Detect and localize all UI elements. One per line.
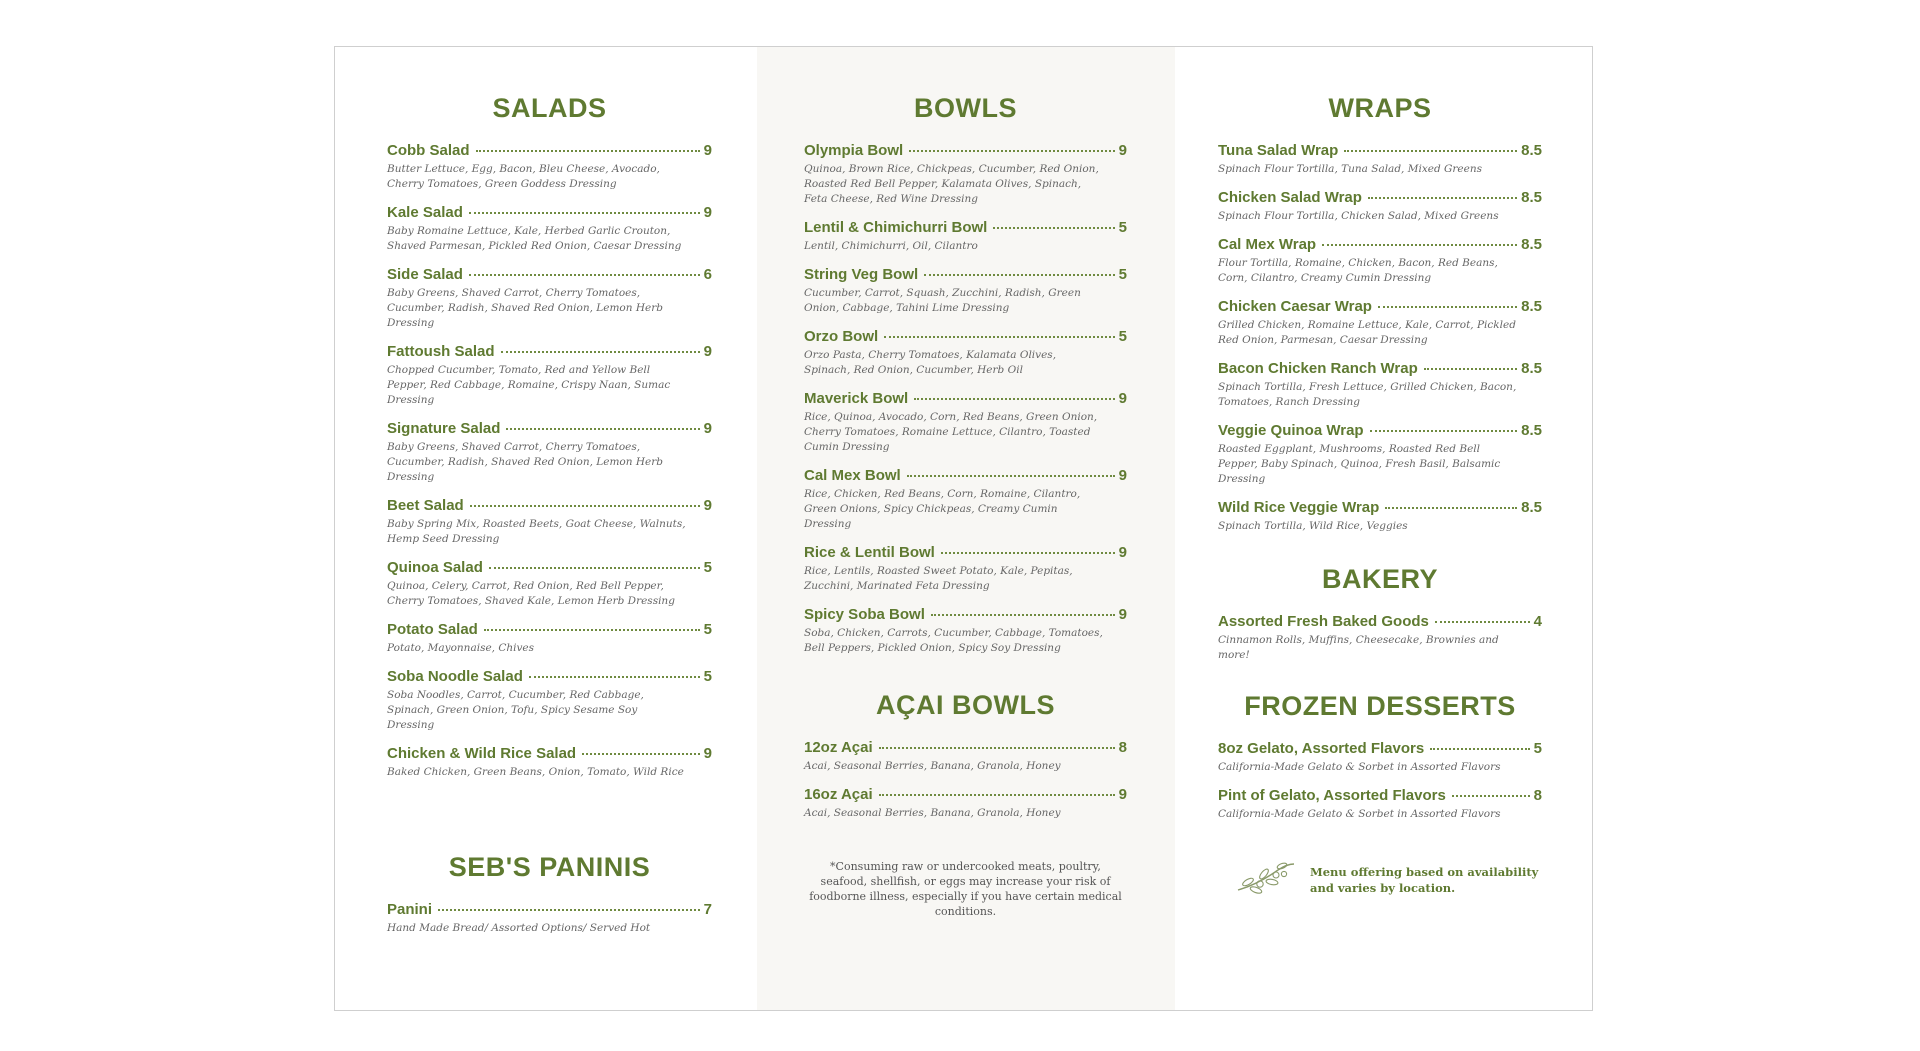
menu-item-name: Wild Rice Veggie Wrap bbox=[1218, 499, 1380, 516]
section-items-bowls bbox=[804, 142, 1127, 656]
menu-item-line bbox=[804, 328, 1127, 345]
dot-leader bbox=[438, 909, 700, 911]
menu-item-name: Panini bbox=[387, 901, 433, 918]
menu-item-price: 9 bbox=[703, 204, 712, 221]
menu-item-name: Signature Salad bbox=[387, 420, 501, 437]
menu-item bbox=[1218, 787, 1542, 822]
dot-leader bbox=[506, 428, 699, 430]
menu-item-name: Side Salad bbox=[387, 266, 463, 283]
menu-item bbox=[1218, 422, 1542, 487]
menu-item-price: 7 bbox=[703, 901, 712, 918]
menu-item-line bbox=[1218, 499, 1542, 516]
menu-item-price: 5 bbox=[1118, 266, 1127, 283]
section-heading-wraps: WRAPS bbox=[1328, 93, 1432, 123]
food-safety-notice: *Consuming raw or undercooked meats, poultry, seafood, shellfish, or eggs may increase your risk of foodborne illness, especially if you have certain medical conditions. bbox=[809, 860, 1122, 918]
menu-item bbox=[1218, 499, 1542, 534]
menu-item-price: 9 bbox=[1118, 606, 1127, 623]
menu-item bbox=[804, 142, 1127, 207]
dot-leader bbox=[501, 351, 700, 353]
menu-item-description: Hand Made Bread/ Assorted Options/ Served Hot bbox=[387, 922, 651, 934]
menu-item-description: Soba Noodles, Carrot, Cucumber, Red Cabbage, Spinach, Green Onion, Tofu, Spicy Sesame Soy Dressing bbox=[387, 689, 644, 731]
menu-item-name: Lentil & Chimichurri Bowl bbox=[804, 219, 988, 236]
menu-item-line bbox=[804, 786, 1127, 803]
menu-item-line bbox=[1218, 298, 1542, 315]
menu-item-line bbox=[1218, 422, 1542, 439]
menu-item-line bbox=[387, 621, 712, 638]
menu-item-line bbox=[1218, 189, 1542, 206]
section-items-bakery bbox=[1218, 613, 1542, 663]
dot-leader bbox=[907, 475, 1115, 477]
menu-item-price: 9 bbox=[1118, 786, 1127, 803]
section-heading-acai: AÇAI BOWLS bbox=[876, 690, 1055, 720]
menu-item-price: 8.5 bbox=[1521, 360, 1542, 377]
menu-item-name: Soba Noodle Salad bbox=[387, 668, 523, 685]
menu-item bbox=[804, 606, 1127, 656]
menu-item-name: Kale Salad bbox=[387, 204, 463, 221]
menu-item-price: 5 bbox=[703, 621, 712, 638]
menu-item-price: 8.5 bbox=[1521, 499, 1542, 516]
dot-leader bbox=[993, 227, 1114, 229]
menu-item bbox=[387, 266, 712, 331]
menu-item-line bbox=[804, 467, 1127, 484]
menu-item-name: Fattoush Salad bbox=[387, 343, 495, 360]
dot-leader bbox=[469, 212, 700, 214]
menu-item-price: 9 bbox=[703, 497, 712, 514]
dot-leader bbox=[1368, 197, 1517, 199]
dot-leader bbox=[924, 274, 1114, 276]
menu-item bbox=[1218, 740, 1542, 775]
menu-item-description: Cucumber, Carrot, Squash, Zucchini, Radish, Green Onion, Cabbage, Tahini Lime Dressing bbox=[804, 287, 1081, 314]
section-items-wraps bbox=[1218, 142, 1542, 534]
menu-item bbox=[804, 467, 1127, 532]
dot-leader bbox=[879, 794, 1115, 796]
menu-item-price: 9 bbox=[703, 745, 712, 762]
menu-item-line bbox=[387, 497, 712, 514]
dot-leader bbox=[884, 336, 1114, 338]
dot-leader bbox=[914, 398, 1114, 400]
section-items-paninis bbox=[387, 901, 712, 936]
menu-item-description: Roasted Eggplant, Mushrooms, Roasted Red Bell Pepper, Baby Spinach, Quinoa, Fresh Basil, Balsamic Dressing bbox=[1218, 443, 1501, 485]
section-heading-paninis: SEB'S PANINIS bbox=[448, 852, 651, 882]
menu-item-line bbox=[1218, 613, 1542, 630]
dot-leader bbox=[1452, 795, 1530, 797]
dot-leader bbox=[1424, 368, 1517, 370]
menu-item-name: Chicken & Wild Rice Salad bbox=[387, 745, 577, 762]
menu-item-name: Pint of Gelato, Assorted Flavors bbox=[1218, 787, 1446, 804]
dot-leader bbox=[1385, 507, 1517, 509]
menu-item-line bbox=[1218, 236, 1542, 253]
menu-item-name: Chicken Salad Wrap bbox=[1218, 189, 1362, 206]
menu-item-name: 12oz Açai bbox=[804, 739, 873, 756]
menu-item bbox=[387, 343, 712, 408]
menu-item-description: Lentil, Chimichurri, Oil, Cilantro bbox=[804, 240, 978, 252]
menu-item bbox=[387, 668, 712, 733]
menu-item-name: Cobb Salad bbox=[387, 142, 470, 159]
dot-leader bbox=[941, 552, 1115, 554]
menu-item-price: 6 bbox=[703, 266, 712, 283]
menu-item bbox=[1218, 360, 1542, 410]
menu-item-name: Tuna Salad Wrap bbox=[1218, 142, 1339, 159]
menu-item-line bbox=[387, 559, 712, 576]
menu-item-description: Baby Greens, Shaved Carrot, Cherry Tomatoes, Cucumber, Radish, Shaved Red Onion, Lemon Herb Dressing bbox=[387, 441, 663, 483]
menu-item-description: Spinach Flour Tortilla, Tuna Salad, Mixed Greens bbox=[1218, 163, 1483, 175]
menu-item-description: Acai, Seasonal Berries, Banana, Granola, Honey bbox=[804, 807, 1061, 819]
menu-item bbox=[804, 390, 1127, 455]
menu-item-price: 9 bbox=[1118, 544, 1127, 561]
menu-item-description: Spinach Tortilla, Fresh Lettuce, Grilled Chicken, Bacon, Tomatoes, Ranch Dressing bbox=[1218, 381, 1517, 408]
section-items-acai bbox=[804, 739, 1127, 821]
dot-leader bbox=[909, 150, 1114, 152]
menu-item-description: Acai, Seasonal Berries, Banana, Granola, Honey bbox=[804, 760, 1061, 772]
availability-text: Menu offering based on availability and varies by location. bbox=[1310, 865, 1539, 895]
menu-item-name: Chicken Caesar Wrap bbox=[1218, 298, 1372, 315]
menu-item bbox=[387, 204, 712, 254]
menu-item-line bbox=[804, 142, 1127, 159]
menu-item-description: California-Made Gelato & Sorbet in Assorted Flavors bbox=[1218, 761, 1501, 773]
section-items-salads bbox=[387, 142, 712, 780]
menu-item-name: Rice & Lentil Bowl bbox=[804, 544, 935, 561]
menu-item-description: Baby Greens, Shaved Carrot, Cherry Tomatoes, Cucumber, Radish, Shaved Red Onion, Lemon Herb Dressing bbox=[387, 287, 663, 329]
menu-item-line bbox=[804, 390, 1127, 407]
menu-item-line bbox=[1218, 740, 1542, 757]
dot-leader bbox=[1378, 306, 1517, 308]
menu-item bbox=[1218, 613, 1542, 663]
menu-item-line bbox=[387, 142, 712, 159]
dot-leader bbox=[1430, 748, 1529, 750]
menu-item-price: 9 bbox=[703, 420, 712, 437]
menu-item-price: 8 bbox=[1533, 787, 1542, 804]
menu-item-price: 9 bbox=[703, 142, 712, 159]
menu-item-description: Quinoa, Brown Rice, Chickpeas, Cucumber, Red Onion, Roasted Red Bell Pepper, Kalamata Olives, Spinach, Feta Cheese, Red Wine Dressing bbox=[804, 163, 1099, 205]
menu-item-line bbox=[387, 343, 712, 360]
dot-leader bbox=[931, 614, 1115, 616]
menu-item-description: Cinnamon Rolls, Muffins, Cheesecake, Brownies and more! bbox=[1218, 634, 1499, 661]
menu-item-name: Bacon Chicken Ranch Wrap bbox=[1218, 360, 1418, 377]
menu-item-price: 5 bbox=[703, 668, 712, 685]
section-heading-salads: SALADS bbox=[492, 93, 607, 123]
menu-item-name: Cal Mex Wrap bbox=[1218, 236, 1317, 253]
menu-item-description: Baked Chicken, Green Beans, Onion, Tomato, Wild Rice bbox=[387, 766, 684, 778]
menu-item-description: Orzo Pasta, Cherry Tomatoes, Kalamata Olives, Spinach, Red Onion, Cucumber, Herb Oil bbox=[804, 349, 1057, 376]
menu-item-line bbox=[1218, 142, 1542, 159]
menu-item-name: 8oz Gelato, Assorted Flavors bbox=[1218, 740, 1425, 757]
section-heading-bakery: BAKERY bbox=[1321, 564, 1438, 594]
menu-item-price: 8.5 bbox=[1521, 236, 1542, 253]
menu-item bbox=[1218, 142, 1542, 177]
menu-item bbox=[804, 328, 1127, 378]
dot-leader bbox=[476, 150, 700, 152]
dot-leader bbox=[469, 274, 700, 276]
menu-item-line bbox=[387, 901, 712, 918]
dot-leader bbox=[1344, 150, 1517, 152]
dot-leader bbox=[484, 629, 700, 631]
menu-item-line bbox=[387, 745, 712, 762]
menu-item bbox=[387, 559, 712, 609]
menu-sheet bbox=[334, 46, 1593, 1011]
menu-item-description: Potato, Mayonnaise, Chives bbox=[387, 642, 535, 654]
menu-item-price: 5 bbox=[1118, 328, 1127, 345]
menu-item-name: 16oz Açai bbox=[804, 786, 873, 803]
dot-leader bbox=[1322, 244, 1517, 246]
menu-item-price: 8.5 bbox=[1521, 422, 1542, 439]
column-middle bbox=[757, 47, 1175, 1010]
menu-item-price: 8 bbox=[1118, 739, 1127, 756]
menu-item-line bbox=[1218, 360, 1542, 377]
menu-item-name: Spicy Soba Bowl bbox=[804, 606, 925, 623]
menu-item bbox=[804, 739, 1127, 774]
menu-item-line bbox=[387, 668, 712, 685]
menu-item-description: Soba, Chicken, Carrots, Cucumber, Cabbage, Tomatoes, Bell Peppers, Pickled Onion, Spicy Soy Dressing bbox=[804, 627, 1103, 654]
menu-item-description: Baby Romaine Lettuce, Kale, Herbed Garlic Crouton, Shaved Parmesan, Pickled Red Onion, Caesar Dressing bbox=[387, 225, 682, 252]
menu-item-description: Chopped Cucumber, Tomato, Red and Yellow Bell Pepper, Red Cabbage, Romaine, Crispy Naan, Sumac Dressing bbox=[387, 364, 671, 406]
menu-item-price: 9 bbox=[1118, 142, 1127, 159]
menu-item-name: Olympia Bowl bbox=[804, 142, 904, 159]
menu-item bbox=[1218, 298, 1542, 348]
menu-item bbox=[387, 901, 712, 936]
dot-leader bbox=[529, 676, 700, 678]
section-heading-bowls: BOWLS bbox=[914, 93, 1017, 123]
menu-item-name: Maverick Bowl bbox=[804, 390, 909, 407]
menu-item-description: Butter Lettuce, Egg, Bacon, Bleu Cheese, Avocado, Cherry Tomatoes, Green Goddess Dressing bbox=[387, 163, 660, 190]
menu-item bbox=[804, 266, 1127, 316]
menu-item bbox=[387, 745, 712, 780]
menu-item-line bbox=[804, 739, 1127, 756]
menu-item-name: Orzo Bowl bbox=[804, 328, 879, 345]
menu-item bbox=[387, 142, 712, 192]
menu-item-name: Veggie Quinoa Wrap bbox=[1218, 422, 1364, 439]
dot-leader bbox=[470, 505, 700, 507]
menu-item-price: 9 bbox=[703, 343, 712, 360]
menu-item bbox=[387, 497, 712, 547]
menu-item-description: Flour Tortilla, Romaine, Chicken, Bacon, Red Beans, Corn, Cilantro, Creamy Cumin Dressing bbox=[1218, 257, 1498, 284]
menu-item-name: Potato Salad bbox=[387, 621, 478, 638]
dot-leader bbox=[489, 567, 700, 569]
menu-item bbox=[1218, 236, 1542, 286]
section-heading-frozen: FROZEN DESSERTS bbox=[1244, 691, 1516, 721]
menu-item-price: 5 bbox=[703, 559, 712, 576]
menu-item-price: 5 bbox=[1118, 219, 1127, 236]
menu-item-description: Rice, Chicken, Red Beans, Corn, Romaine, Cilantro, Green Onions, Spicy Chickpeas, Creamy Cumin Dressing bbox=[804, 488, 1081, 530]
menu-item-name: Quinoa Salad bbox=[387, 559, 483, 576]
menu-item-line bbox=[1218, 787, 1542, 804]
dot-leader bbox=[879, 747, 1115, 749]
menu-item-price: 8.5 bbox=[1521, 298, 1542, 315]
menu-item-line bbox=[387, 204, 712, 221]
menu-item-line bbox=[804, 606, 1127, 623]
menu-item-description: Rice, Lentils, Roasted Sweet Potato, Kale, Pepitas, Zucchini, Marinated Feta Dressing bbox=[804, 565, 1073, 592]
menu-item-line bbox=[804, 266, 1127, 283]
menu-item-line bbox=[804, 219, 1127, 236]
menu-item-description: Grilled Chicken, Romaine Lettuce, Kale, Carrot, Pickled Red Onion, Parmesan, Caesar Dressing bbox=[1218, 319, 1516, 346]
menu-item-price: 9 bbox=[1118, 390, 1127, 407]
menu-item-description: Spinach Tortilla, Wild Rice, Veggies bbox=[1218, 520, 1408, 532]
menu-item-name: Beet Salad bbox=[387, 497, 464, 514]
menu-item bbox=[1218, 189, 1542, 224]
menu-item-line bbox=[387, 266, 712, 283]
menu-item bbox=[387, 420, 712, 485]
menu-item-description: Baby Spring Mix, Roasted Beets, Goat Cheese, Walnuts, Hemp Seed Dressing bbox=[387, 518, 686, 545]
availability-note bbox=[1218, 860, 1542, 900]
menu-item-price: 8.5 bbox=[1521, 189, 1542, 206]
dot-leader bbox=[582, 753, 700, 755]
column-right bbox=[1175, 47, 1592, 1010]
section-items-frozen bbox=[1218, 740, 1542, 822]
menu-item-description: Rice, Quinoa, Avocado, Corn, Red Beans, Green Onion, Cherry Tomatoes, Romaine Lettuce, Cilantro, Toasted Cumin Dressing bbox=[804, 411, 1098, 453]
menu-item-description: Quinoa, Celery, Carrot, Red Onion, Red Bell Pepper, Cherry Tomatoes, Shaved Kale, Lemon Herb Dressing bbox=[387, 580, 675, 607]
menu-item bbox=[387, 621, 712, 656]
menu-item-price: 9 bbox=[1118, 467, 1127, 484]
dot-leader bbox=[1435, 621, 1530, 623]
menu-item-description: California-Made Gelato & Sorbet in Assorted Flavors bbox=[1218, 808, 1501, 820]
menu-item-line bbox=[387, 420, 712, 437]
menu-item bbox=[804, 219, 1127, 254]
column-left bbox=[335, 47, 757, 1010]
menu-item-description: Spinach Flour Tortilla, Chicken Salad, Mixed Greens bbox=[1218, 210, 1499, 222]
menu-item-price: 5 bbox=[1533, 740, 1542, 757]
menu-item bbox=[804, 544, 1127, 594]
menu-item-name: Cal Mex Bowl bbox=[804, 467, 901, 484]
dot-leader bbox=[1370, 430, 1518, 432]
menu-item-price: 4 bbox=[1533, 613, 1542, 630]
menu-item-price: 8.5 bbox=[1521, 142, 1542, 159]
menu-item-name: Assorted Fresh Baked Goods bbox=[1218, 613, 1429, 630]
menu-item-line bbox=[804, 544, 1127, 561]
olive-branch-icon bbox=[1234, 860, 1298, 900]
menu-item-name: String Veg Bowl bbox=[804, 266, 919, 283]
menu-item bbox=[804, 786, 1127, 821]
